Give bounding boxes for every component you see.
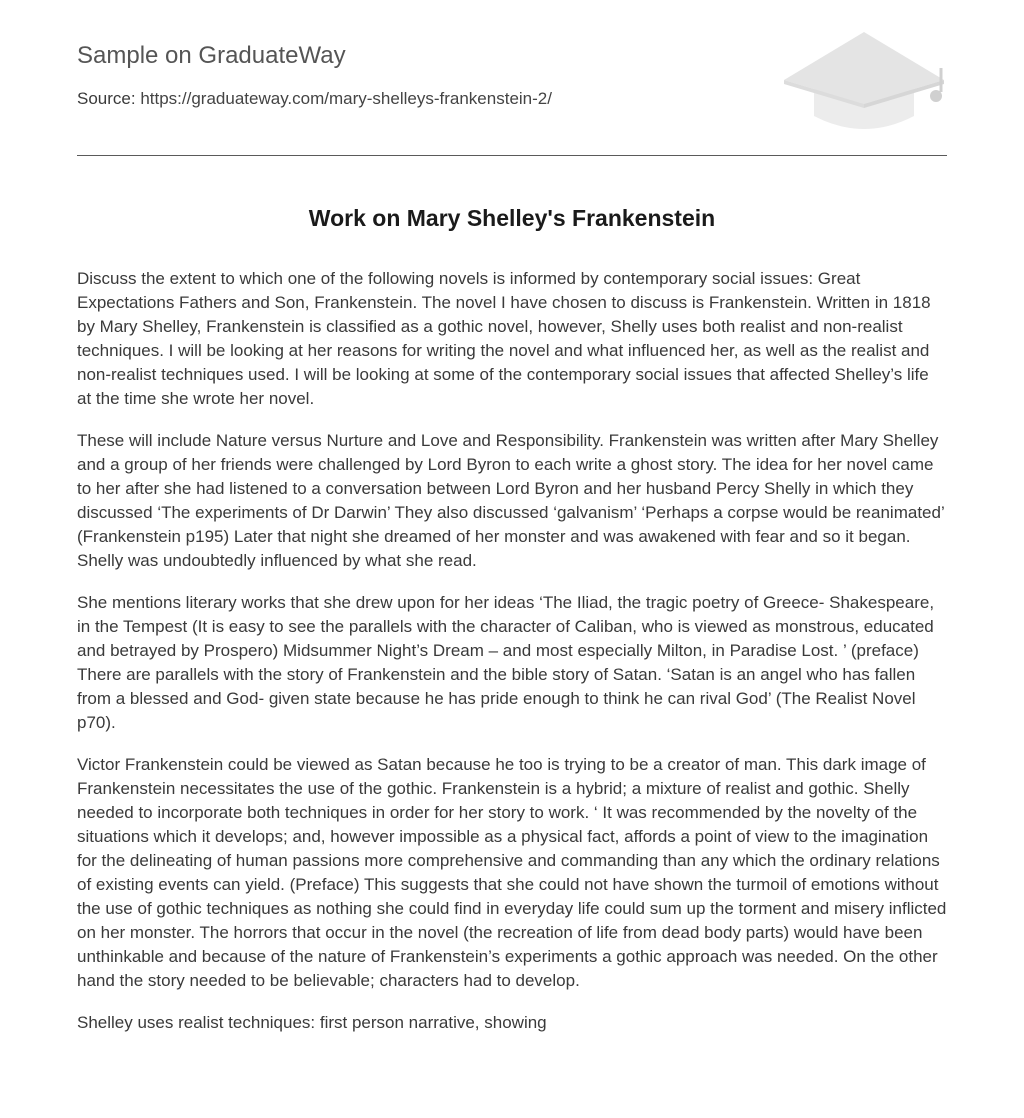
- header-divider: [77, 155, 947, 156]
- paragraph: Victor Frankenstein could be viewed as Satan because he too is trying to be a creator of man. This dark image of Frankenstein necessitates the use of the gothic. Frankenstein is a hybrid; a mixture of realist and gothic. Shelly needed to incorporate both techniques in order for her story to work. ‘ It was recommended by the novelty of the situations which it develops; and, however impossible as a physical fact, affords a point of view to the imagination for the delineating of human passions more comprehensive and commanding than any which the ordinary relations of existing events can yield. (Preface) This suggests that she could not have shown the turmoil of emotions without the use of gothic techniques as nothing she could find in everyday life could sum up the torment and misery inflicted on her monster. The horrors that occur in the novel (the recreation of life from dead body parts) would have been unthinkable and because of the nature of Frankenstein’s experiments a gothic approach was needed. On the other hand the story needed to be believable; characters had to develop.: [77, 755, 947, 990]
- paragraph: Shelley uses realist techniques: first person narrative, showing: [77, 1013, 547, 1032]
- document-body: [77, 267, 947, 1053]
- document-title: Work on Mary Shelley's Frankenstein: [308, 205, 716, 231]
- paragraph: She mentions literary works that she drew upon for her ideas ‘The Iliad, the tragic poetry of Greece- Shakespeare, in the Tempest (It is easy to see the parallels with the character of Caliban, who is viewed as monstrous, educated and betrayed by Prospero) Midsummer Night’s Dream – and most especially Milton, in Paradise Lost. ’ (preface) There are parallels with the story of Frankenstein and the bible story of Satan. ‘Satan is an angel who has fallen from a blessed and God- given state because he has pride enough to think he can rival God’ (The Realist Novel p70).: [77, 593, 935, 732]
- site-title: Sample on GraduateWay: [77, 42, 346, 69]
- page-header: [77, 0, 947, 156]
- source-label: Source:: [77, 89, 136, 108]
- source-line: [77, 89, 552, 109]
- graduation-cap-icon: [781, 30, 947, 134]
- source-link[interactable]: https://graduateway.com/mary-shelleys-frankenstein-2/: [140, 89, 552, 108]
- paragraph: Discuss the extent to which one of the following novels is informed by contemporary social issues: Great Expectations Fathers and Son, Frankenstein. The novel I have chosen to discuss is Frankenstein. Written in 1818 by Mary Shelley, Frankenstein is classified as a gothic novel, however, Shelly uses both realist and non-realist techniques. I will be looking at her reasons for writing the novel and what influenced her, as well as the realist and non-realist techniques used. I will be looking at some of the contemporary social issues that affected Shelley’s life at the time she wrote her novel.: [77, 269, 931, 408]
- paragraph: These will include Nature versus Nurture and Love and Responsibility. Frankenstein was written after Mary Shelley and a group of her friends were challenged by Lord Byron to each write a ghost story. The idea for her novel came to her after she had listened to a conversation between Lord Byron and her husband Percy Shelly in which they discussed ‘The experiments of Dr Darwin’ They also discussed ‘galvanism’ ‘Perhaps a corpse would be reanimated’ (Frankenstein p195) Later that night she dreamed of her monster and was awakened with fear and so it began. Shelly was undoubtedly influenced by what she read.: [77, 431, 945, 570]
